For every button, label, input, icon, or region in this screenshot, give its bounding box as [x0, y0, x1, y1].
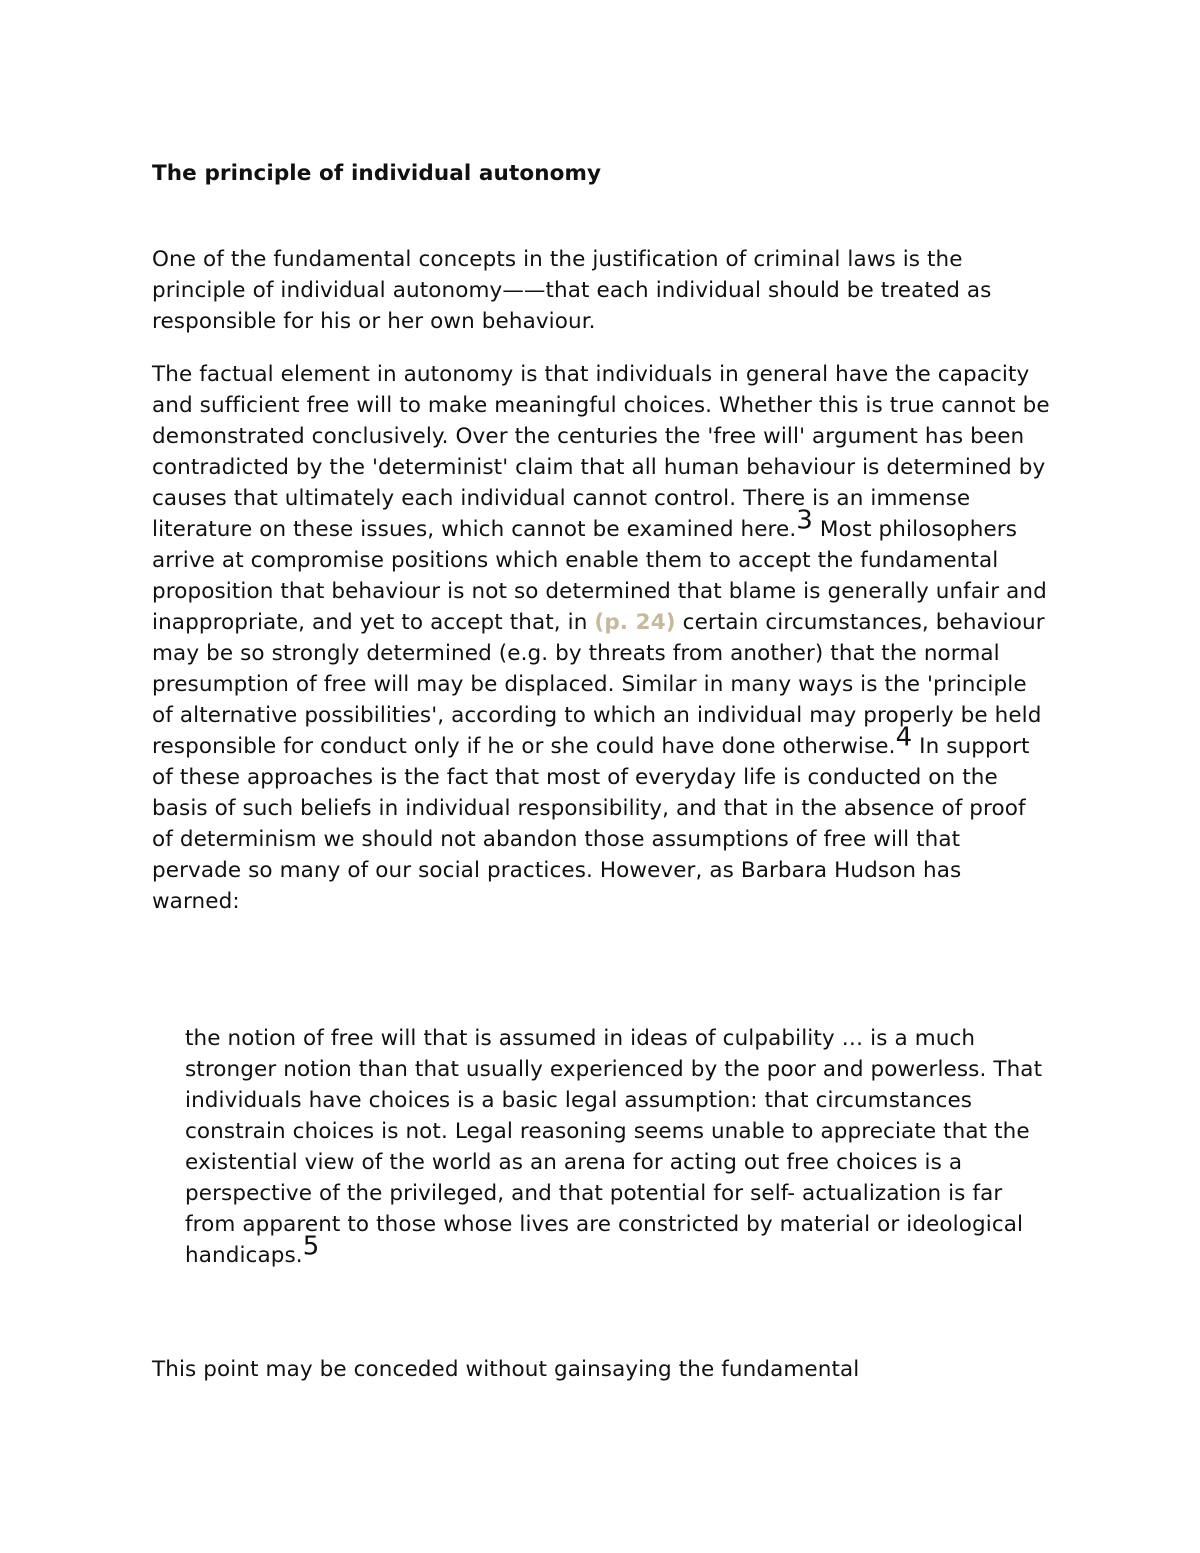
block-quote: [185, 1023, 1045, 1271]
paragraph-text: Most philosophers arrive at compromise positions which enable them to accept the fundamental proposition that behaviour is not so determined that blame is generally unfair and inappropriate, and yet to accept that, in: [152, 517, 1047, 635]
section-heading: The principle of individual autonomy: [152, 161, 602, 186]
quote-text: the notion of free will that is assumed in ideas of culpability … is a much stronger notion than that usually experienced by the poor and powerless. That individuals have choices is a basic legal assumption: that circumstances constrain choices is not. Legal reasoning seems unable to appreciate that the existential view of the world as an arena for acting out free choices is a perspective of the privileged, and that potential for self- actualization is far from apparent to those whose lives are constricted by material or ideological handicaps.: [185, 1026, 1043, 1268]
paragraph-intro: One of the fundamental concepts in the justification of criminal laws is the principle of individual autonomy——that each individual should be treated as responsible for his or her own behaviour.: [152, 247, 992, 334]
footnote-marker[interactable]: 5: [302, 1231, 320, 1262]
paragraph-factual-element: [152, 359, 1052, 917]
paragraph-conclusion: This point may be conceded without gainsaying the fundamental: [152, 1357, 860, 1382]
paragraph-text: The factual element in autonomy is that individuals in general have the capacity and sufficient free will to make meaningful choices. Whether this is true cannot be demonstrated conclusively. Over the centuries the 'free will' argument has been contradicted by the 'determinist' claim that all human behaviour is determined by causes that ultimately each individual cannot control. There is an immense literature on these issues, which cannot be examined here.: [152, 362, 1050, 542]
paragraph-text: certain circumstances, behaviour may be so strongly determined (e.g. by threats from another) that the normal presumption of free will may be displaced. Similar in many ways is the 'principle of alternative possibilities', according to which an individual may properly be held responsible for conduct only if he or she could have done otherwise.: [152, 610, 1045, 759]
page-reference: (p. 24): [594, 610, 676, 635]
footnote-marker[interactable]: 3: [796, 505, 813, 536]
footnote-marker[interactable]: 4: [895, 722, 913, 753]
paragraph-text: In support of these approaches is the fact that most of everyday life is conducted on the basis of such beliefs in individual responsibility, and that in the absence of proof of determinism we should not abandon those assumptions of free will that pervade so many of our social practices. However, as Barbara Hudson has warned:: [152, 734, 1030, 914]
